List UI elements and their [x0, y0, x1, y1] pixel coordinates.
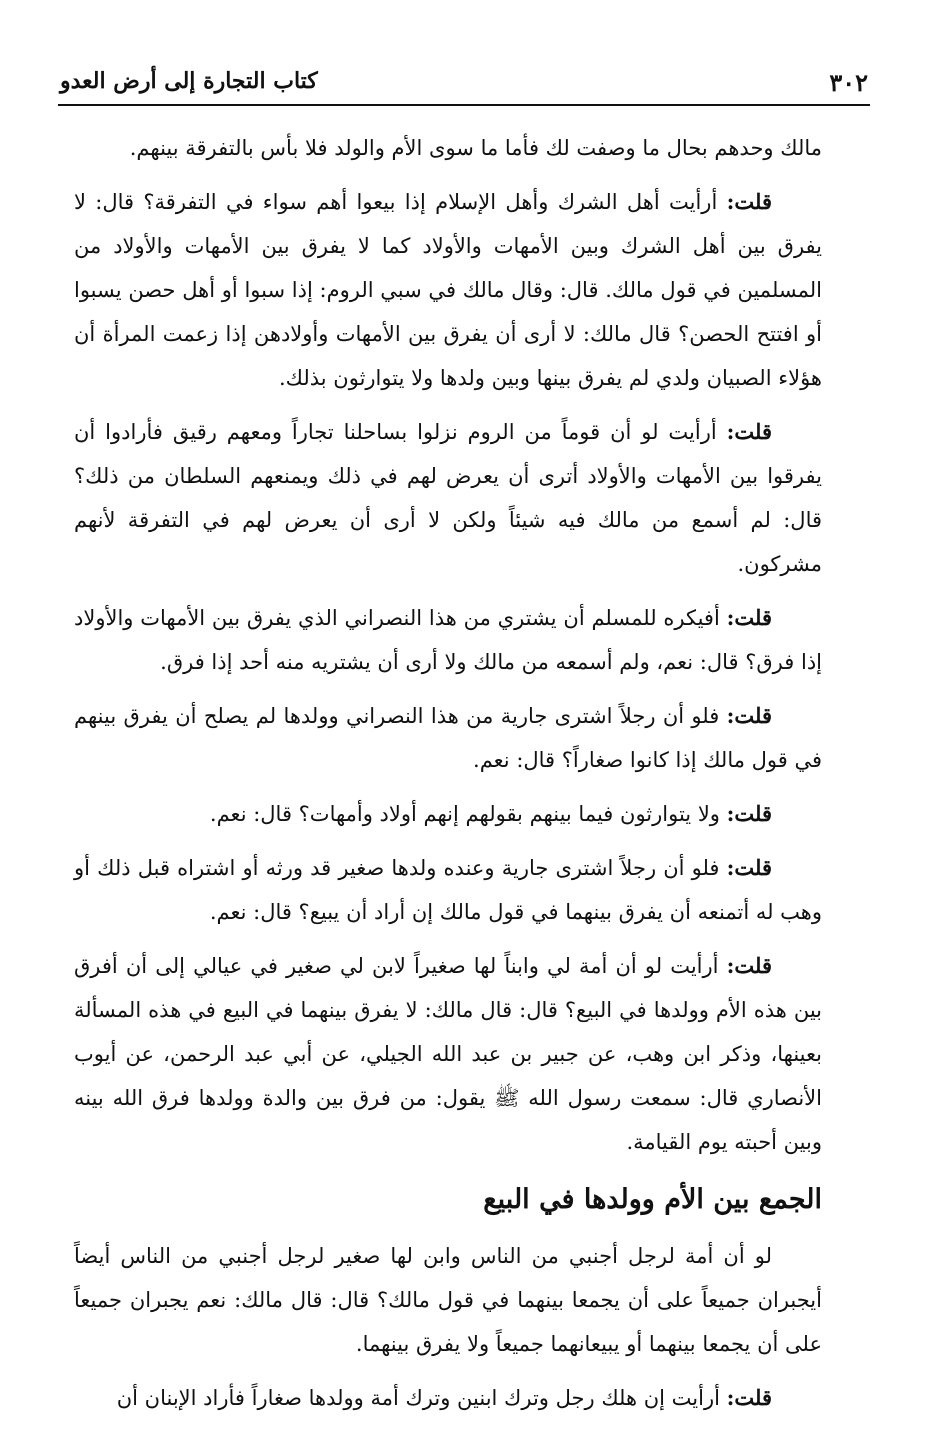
paragraph-1: [74, 126, 822, 170]
paragraph-text: أرأيت لو أن قوماً من الروم نزلوا بساحلنا تجاراً ومعهم رقيق فأرادوا أن يفرقوا بين الأمهات والأولاد أترى أن يعرض لهم في ذلك ويمنعهم السلطان من ذلك؟ قال: لم أسمع من مالك فيه شيئاً ولكن لا أرى أن يعرض لهم في التفرقة لأنهم مشركون.: [74, 420, 822, 576]
paragraph-label: قلت:: [726, 953, 772, 978]
paragraph-5: [74, 694, 822, 782]
paragraph-2: [74, 180, 822, 400]
paragraph-text: مالك وحدهم بحال ما وصفت لك فأما ما سوى الأم والولد فلا بأس بالتفرقة بينهم.: [129, 136, 822, 160]
paragraph-10: [74, 1376, 822, 1420]
paragraph-text: لو أن أمة لرجل أجنبي من الناس وابن لها صغير لرجل أجنبي من الناس أيضاً أيجبران جميعاً على أن يجمعا بينهما في قول مالك؟ قال: قال مالك: نعم يجبران جميعاً على أن يجمعا بينهما أو يبيعانهما جميعاً ولا يفرق بينهما.: [74, 1244, 822, 1356]
section-heading: الجمع بين الأم وولدها في البيع: [483, 1184, 822, 1215]
paragraph-4: [74, 596, 822, 684]
paragraph-3: [74, 410, 822, 586]
paragraph-label: قلت:: [726, 189, 772, 214]
paragraph-label: قلت:: [726, 801, 772, 826]
paragraph-label: قلت:: [726, 1385, 772, 1410]
paragraph-text: فلو أن رجلاً اشترى جارية وعنده ولدها صغير قد ورثه أو اشتراه قبل ذلك أو وهب له أتمنعه أن يفرق بينهما في قول مالك إن أراد أن يبيع؟ قال: نعم.: [74, 856, 822, 924]
page-number: ٣٠٢: [829, 68, 868, 97]
paragraph-text: ولا يتوارثون فيما بينهم بقولهم إنهم أولاد وأمهات؟ قال: نعم.: [209, 802, 720, 826]
paragraph-label: قلت:: [726, 419, 772, 444]
paragraph-text: فلو أن رجلاً اشترى جارية من هذا النصراني وولدها لم يصلح أن يفرق بينهم في قول مالك إذا كانوا صغاراً؟ قال: نعم.: [74, 704, 822, 772]
paragraph-9: [74, 1234, 822, 1366]
page-header: [60, 62, 868, 100]
paragraph-text: أرأيت أهل الشرك وأهل الإسلام إذا بيعوا أهم سواء في التفرقة؟ قال: لا يفرق بين أهل الشرك وبين الأمهات والأولاد كما لا يفرق بين الأمهات والأولاد من المسلمين في قول مالك. قال: وقال مالك في سبي الروم: إذا سبوا أو أهل حصن يسبوا أو افتتح الحصن؟ قال مالك: لا أرى أن يفرق بين الأمهات وأولادهن إذا زعمت المرأة أن هؤلاء الصبيان ولدي لم يفرق بينها وبين ولدها ولا يتوارثون بذلك.: [74, 190, 822, 390]
paragraph-8: [74, 944, 822, 1164]
paragraph-label: قلت:: [726, 605, 772, 630]
running-title: كتاب التجارة إلى أرض العدو: [60, 68, 318, 94]
paragraph-label: قلت:: [726, 855, 772, 880]
paragraph-label: قلت:: [726, 703, 772, 728]
paragraph-6: [74, 792, 822, 836]
paragraph-text: أرأيت إن هلك رجل وترك ابنين وترك أمة وولدها صغاراً فأراد الإبنان أن: [116, 1386, 720, 1410]
paragraph-text: أرأيت لو أن أمة لي وابناً لها صغيراً لابن لي صغير في عيالي إلى أن أفرق بين هذه الأم وولدها في البيع؟ قال: قال مالك: لا يفرق بينهما في البيع في هذه المسألة بعينها، وذكر ابن وهب، عن جبير بن عبد الله الجيلي، عن أبي عبد الرحمن، عن أيوب الأنصاري قال: سمعت رسول الله ﷺ يقول: من فرق بين والدة وولدها فرق الله بينه وبين أحبته يوم القيامة.: [74, 954, 822, 1154]
header-rule: [58, 104, 870, 106]
paragraph-7: [74, 846, 822, 934]
body-text: [74, 126, 822, 1430]
paragraph-text: أفيكره للمسلم أن يشتري من هذا النصراني الذي يفرق بين الأمهات والأولاد إذا فرق؟ قال: نعم، ولم أسمعه من مالك ولا أرى أن يشتريه منه أحد إذا فرق.: [74, 606, 822, 674]
